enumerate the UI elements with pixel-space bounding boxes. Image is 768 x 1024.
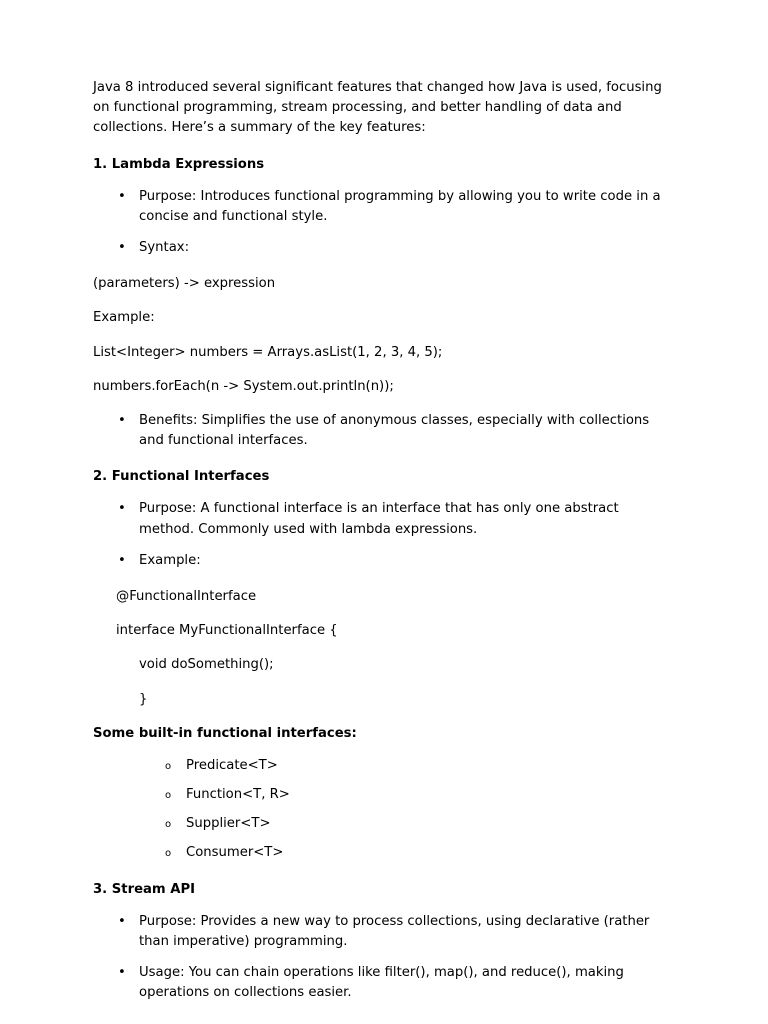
list-item-text: Benefits: Simplifies the use of anonymous classes, especially with collections and functional interfaces. [139,413,650,449]
list-item [93,756,668,776]
section-heading-lambda-expressions: 1. Lambda Expressions [93,156,265,172]
section-heading-stream-api: 3. Stream API [93,881,196,897]
list-item [93,843,668,863]
bullet-icon: • [118,188,126,204]
code-line-example-label: Example: [93,310,155,326]
circle-bullet-icon: o [165,819,172,831]
bullet-icon: • [118,240,126,256]
list-item [93,187,668,227]
list-item [93,411,668,451]
list-item-text: Purpose: Provides a new way to process collections, using declarative (rather than imperative) programming. [139,913,650,949]
bullet-list-lambda-b [93,411,668,451]
bullet-icon: • [118,913,126,929]
list-item-text: Example: [139,552,201,568]
list-item [93,814,668,834]
circle-bullet-icon: o [165,790,172,802]
list-item [93,551,668,571]
sub-list-builtin-interfaces [93,756,668,864]
list-item [93,238,668,258]
list-item [93,912,668,952]
circle-bullet-icon: o [165,760,172,772]
bullet-icon: • [118,552,126,568]
list-item-text: Supplier<T> [186,816,271,832]
list-item-text: Purpose: A functional interface is an interface that has only one abstract method. Commonly used with lambda expressions. [139,501,619,537]
code-line-list-declaration: List<Integer> numbers = Arrays.asList(1, 2, 3, 4, 5); [93,344,443,360]
bullet-list-stream-api [93,912,668,1004]
section-heading-functional-interfaces: 2. Functional Interfaces [93,469,270,485]
list-item-text: Syntax: [139,240,190,256]
list-item [93,963,668,1003]
code-line-closing-brace: } [139,691,148,707]
list-item [93,499,668,539]
bullet-list-lambda-a [93,187,668,259]
list-item-text: Usage: You can chain operations like filter(), map(), and reduce(), making operations on collections easier. [139,965,624,1001]
circle-bullet-icon: o [165,848,172,860]
intro-paragraph: Java 8 introduced several significant features that changed how Java is used, focusing on functional programming, stream processing, and better handling of data and collections. Here’s a summary of the key features: [93,80,662,136]
subheading-builtin-interfaces: Some built-in functional interfaces: [93,725,357,741]
list-item [93,785,668,805]
code-line-syntax: (parameters) -> expression [93,276,276,292]
list-item-text: Purpose: Introduces functional programming by allowing you to write code in a concise and functional style. [139,188,661,224]
code-line-annotation: @FunctionalInterface [116,589,257,605]
bullet-icon: • [118,965,126,981]
code-line-method: void doSomething(); [139,657,274,673]
bullet-icon: • [118,413,126,429]
code-line-foreach: numbers.forEach(n -> System.out.println(n)); [93,378,394,394]
bullet-list-functional-a [93,499,668,571]
list-item-text: Function<T, R> [186,787,290,803]
code-line-interface-declaration: interface MyFunctionalInterface { [116,623,338,639]
list-item-text: Predicate<T> [186,757,278,773]
bullet-icon: • [118,501,126,517]
list-item-text: Consumer<T> [186,845,284,861]
